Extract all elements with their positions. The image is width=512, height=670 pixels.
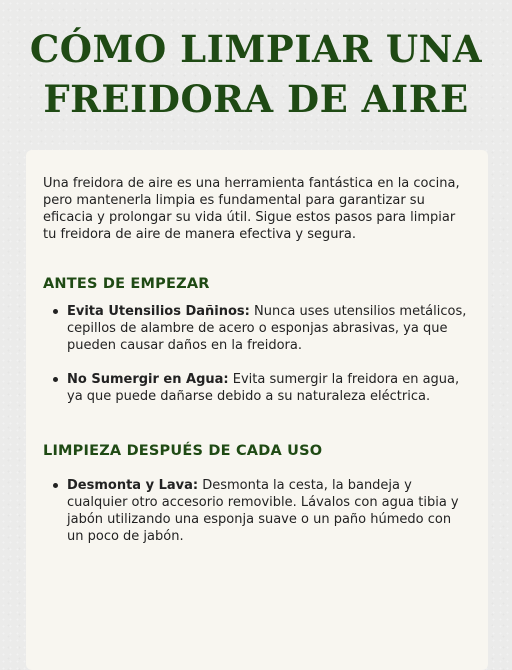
- page-title: CÓMO LIMPIAR UNA FREIDORA DE AIRE: [29, 27, 483, 121]
- list-item: [67, 303, 471, 354]
- list-item: [67, 371, 471, 405]
- content-card: [26, 150, 488, 670]
- section-heading-limpieza: LIMPIEZA DESPUÉS DE CADA USO: [43, 443, 323, 459]
- tips-list-antes: [43, 303, 471, 405]
- intro-paragraph: Una freidora de aire es una herramienta fantástica en la cocina, pero mantenerla limpia es fundamental para garantizar su eficacia y prolongar su vida útil. Sigue estos pasos para limpiar tu freidora de aire de manera efectiva y segura.: [43, 176, 460, 242]
- list-item-text: Evita sumergir la freidora en agua, ya que puede dañarse debido a su naturaleza eléctrica.: [67, 372, 460, 404]
- list-item-text: Desmonta la cesta, la bandeja y cualquier otro accesorio removible. Lávalos con agua tibia y jabón utilizando una esponja suave o un paño húmedo con un poco de jabón.: [67, 478, 459, 544]
- list-item-title: No Sumergir en Agua:: [67, 372, 229, 387]
- list-item: [67, 477, 471, 545]
- list-item-title: Evita Utensilios Dañinos:: [67, 304, 250, 319]
- list-item-text: Nunca uses utensilios metálicos, cepillos de alambre de acero o esponjas abrasivas, ya que pueden causar daños en la freidora.: [67, 304, 467, 353]
- list-item-title: Desmonta y Lava:: [67, 478, 199, 493]
- tips-list-limpieza: [43, 477, 471, 545]
- section-heading-antes-de-empezar: ANTES DE EMPEZAR: [43, 276, 210, 292]
